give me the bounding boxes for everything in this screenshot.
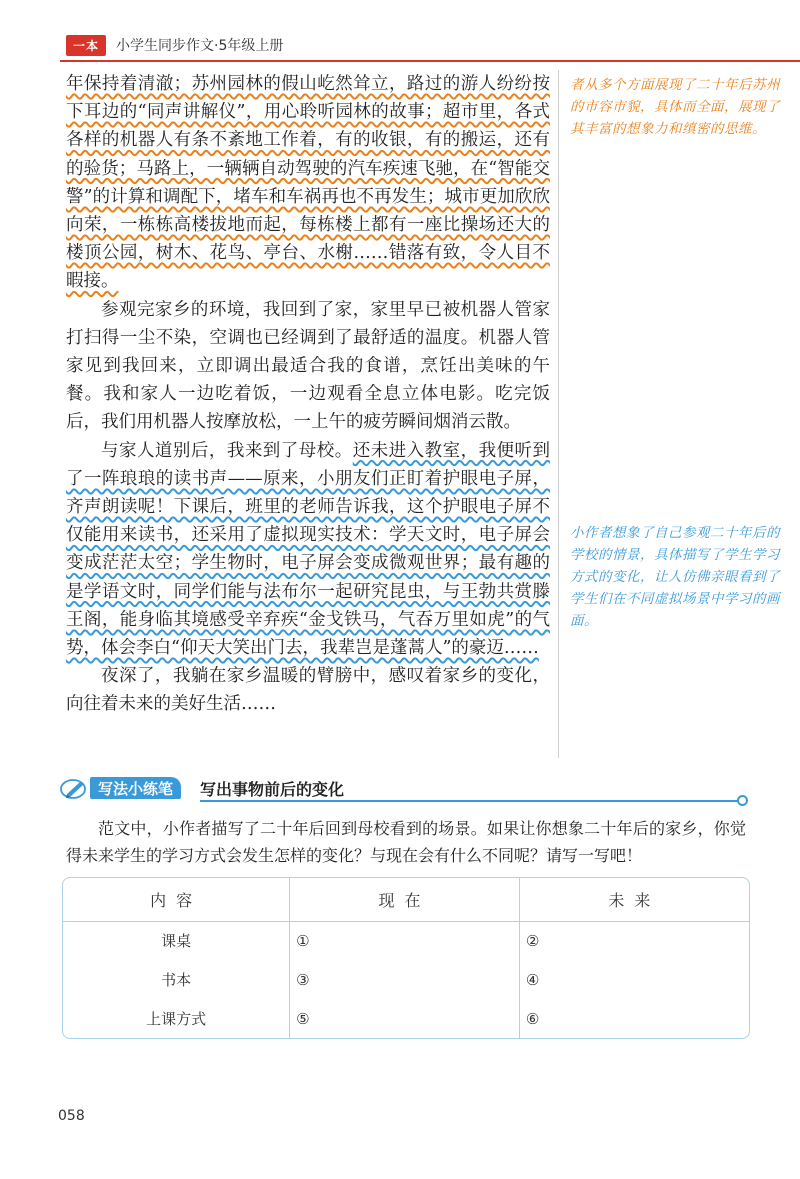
essay-body [66,70,550,719]
paragraph-3-plain: 与家人道别后，我来到了母校。 [101,440,353,461]
future-cell[interactable]: ② [525,931,540,950]
exercise-badge: 写法小练笔 [90,777,181,799]
row-item: 上课方式 [63,999,290,1038]
paragraph-1 [66,70,550,296]
now-cell[interactable]: ① [290,921,520,960]
blue-annotated-text: 还未进入教室，我便听到了一阵琅琅的读书声——原来，小朋友们正盯着护眼电子屏，齐声朗读呢！下课后，班里的老师告诉我，这个护眼电子屏不仅能用来读书，还采用了虚拟现实技术：学天文时，电子屏会变成茫茫太空；学生物时，电子屏会变成微观世界；最有趣的是学语文时，同学们能与法布尔一起研究昆虫，与王勃共赏滕王阁，能身临其境感受辛弃疾“金戈铁马，气吞万里如虎”的气势，体会李白“仰天大笑出门去，我辈岂是蓬蒿人”的豪迈…… [66,440,551,659]
exercise-instruction [66,815,746,869]
column-header: 现在 [290,878,520,921]
exercise-title: 写出事物前后的变化 [200,780,345,799]
instruction-text: 范文中，小作者描写了二十年后回到母校看到的场景。如果让你想象二十年后的家乡，你觉得未来学生的学习方式会发生怎样的变化？与现在会有什么不同呢？请写一写吧！ [66,819,746,865]
now-cell[interactable]: ③ [290,960,520,999]
orange-annotated-text: 年保持着清澈；苏州园林的假山屹然耸立，路过的游人纷纷按下耳边的“同声讲解仪”，用心聆听园林的故事；超市里，各式各样的机器人有条不紊地工作着，有的收银，有的搬运，还有的验货；马路上，一辆辆自动驾驶的汽车疾速飞驰，在“智能交警”的计算和调配下，堵车和车祸再也不再发生；城市更加欣欣向荣，一栋栋高楼拔地而起，每栋楼上都有一座比操场还大的楼顶公园，树木、花鸟、亭台、水榭……错落有致，令人目不暇接。 [66,74,550,292]
now-cell[interactable]: ⑤ [290,999,520,1038]
exercise-table [62,877,750,1039]
margin-note-orange: 者从多个方面展现了二十年后苏州的市容市貌，具体而全面，展现了其丰富的想象力和缜密的思维。 [570,77,780,137]
page-number: 058 [58,1108,85,1124]
pen-icon [60,776,90,800]
column-header: 未来 [519,878,749,921]
table-header-row [63,878,749,921]
paragraph-4: 夜深了，我躺在家乡温暖的臂膀中，感叹着家乡的变化，向往着未来的美好生活…… [66,666,550,715]
book-title: 小学生同步作文·5年级上册 [116,38,284,54]
paragraph-3 [66,437,550,663]
exercise-underline [200,800,740,802]
row-item: 课桌 [63,921,290,960]
margin-divider [558,70,559,758]
row-item: 书本 [63,960,290,999]
exercise-line-end-dot [737,795,748,806]
margin-note-blue: 小作者想象了自己参观二十年后的学校的情景，具体描写了学生学习方式的变化，让人仿佛亲眼看到了学生们在不同虚拟场景中学习的画面。 [570,525,780,629]
table-row [63,999,749,1038]
future-cell[interactable]: ④ [525,970,540,989]
future-cell[interactable]: ⑥ [525,1009,540,1028]
page-header [66,34,283,56]
header-divider [60,60,800,62]
table-row [63,921,749,960]
paragraph-2: 参观完家乡的环境，我回到了家，家里早已被机器人管家打扫得一尘不染，空调也已经调到了最舒适的温度。机器人管家见到我回来，立即调出最适合我的食谱，烹饪出美味的午餐。我和家人一边吃着饭，一边观看全息立体电影。吃完饭后，我们用机器人按摩放松，一上午的疲劳瞬间烟消云散。 [66,299,550,433]
brand-badge: 一本 [66,35,106,56]
exercise-header [60,774,750,802]
column-header: 内容 [63,878,290,921]
table-row [63,960,749,999]
